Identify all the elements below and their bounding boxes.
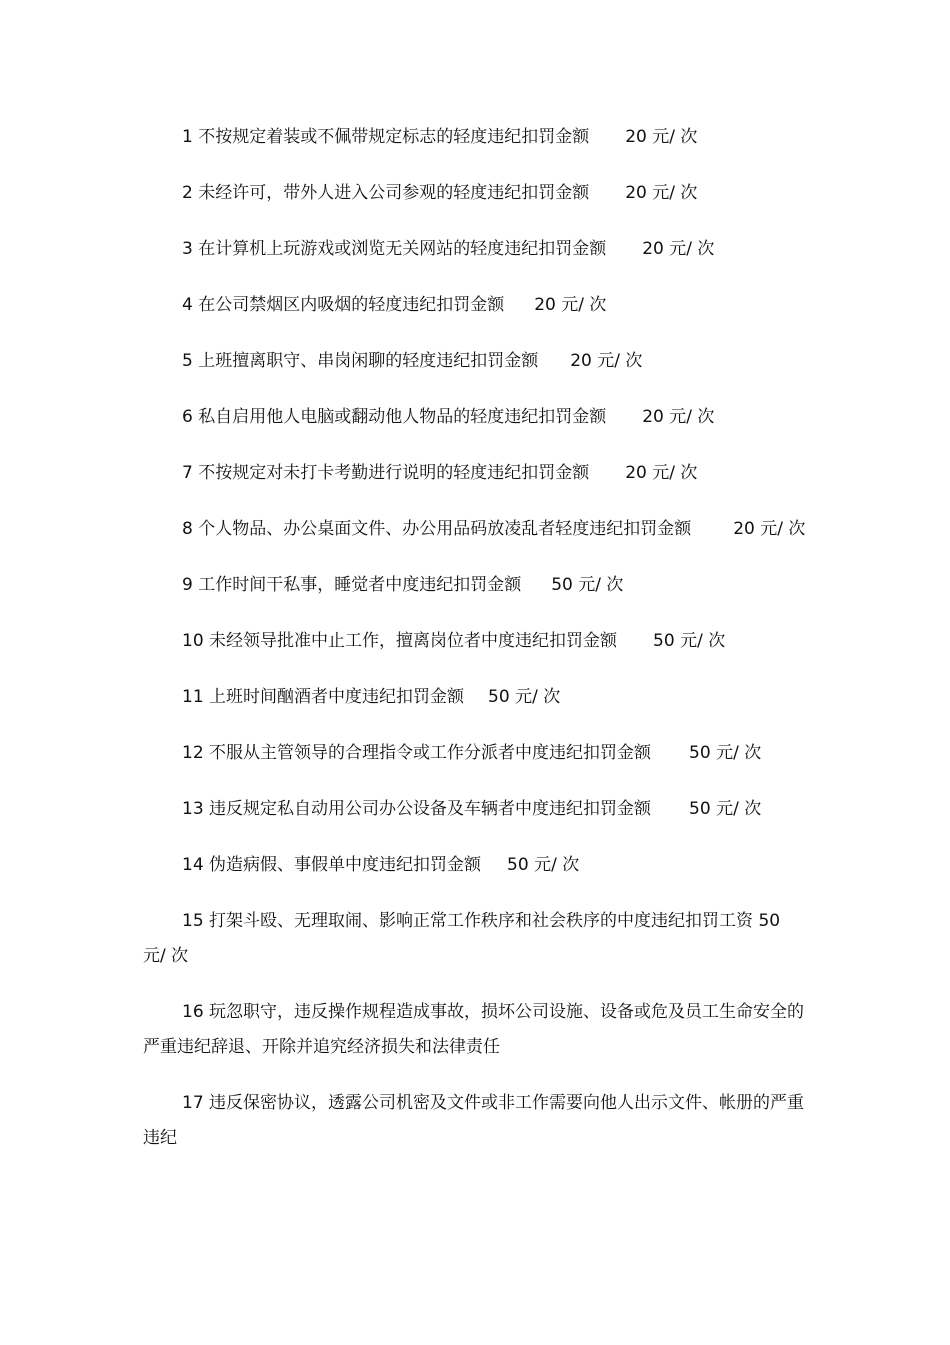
rule-item bbox=[143, 792, 808, 827]
rule-item bbox=[143, 680, 808, 715]
rule-item bbox=[143, 736, 808, 771]
rule-number: 11 bbox=[182, 687, 204, 707]
rule-text: 违反规定私自动用公司办公设备及车辆者中度违纪扣罚金额 bbox=[209, 799, 652, 819]
rule-item bbox=[143, 568, 808, 603]
rule-number: 3 bbox=[182, 239, 193, 259]
rule-text: 未经领导批准中止工作，擅离岗位者中度违纪扣罚金额 bbox=[209, 631, 618, 651]
rule-amount: 20 元/ 次 bbox=[733, 519, 806, 539]
rule-number: 16 bbox=[182, 1002, 204, 1022]
rule-text: 打架斗殴、无理取闹、影响正常工作秩序和社会秩序的中度违纪扣罚工资 bbox=[209, 911, 754, 931]
rule-text: 私自启用他人电脑或翻动他人物品的轻度违纪扣罚金额 bbox=[198, 407, 607, 427]
rule-item bbox=[143, 344, 808, 379]
rule-number: 6 bbox=[182, 407, 193, 427]
rule-amount: 20 元/ 次 bbox=[534, 295, 607, 315]
rule-amount: 20 元/ 次 bbox=[642, 407, 715, 427]
rule-item bbox=[143, 624, 808, 659]
rule-number: 15 bbox=[182, 911, 204, 931]
rule-amount: 50 元/ 次 bbox=[507, 855, 580, 875]
rule-text: 不按规定着装或不佩带规定标志的轻度违纪扣罚金额 bbox=[198, 127, 590, 147]
rule-text: 上班擅离职守、串岗闲聊的轻度违纪扣罚金额 bbox=[198, 351, 539, 371]
rule-number: 1 bbox=[182, 127, 193, 147]
rule-text: 个人物品、办公桌面文件、办公用品码放凌乱者轻度违纪扣罚金额 bbox=[198, 519, 692, 539]
rule-amount: 50 元/ 次 bbox=[689, 799, 762, 819]
rule-number: 9 bbox=[182, 575, 193, 595]
rule-text: 在公司禁烟区内吸烟的轻度违纪扣罚金额 bbox=[198, 295, 505, 315]
rule-text: 伪造病假、事假单中度违纪扣罚金额 bbox=[209, 855, 482, 875]
rule-number: 5 bbox=[182, 351, 193, 371]
rule-text: 工作时间干私事，睡觉者中度违纪扣罚金额 bbox=[198, 575, 522, 595]
rule-item bbox=[143, 176, 808, 211]
rule-number: 12 bbox=[182, 743, 204, 763]
rule-item bbox=[143, 456, 808, 491]
rule-number: 7 bbox=[182, 463, 193, 483]
rule-item bbox=[143, 400, 808, 435]
rule-item bbox=[143, 848, 808, 883]
rule-text: 在计算机上玩游戏或浏览无关网站的轻度违纪扣罚金额 bbox=[198, 239, 607, 259]
rule-amount: 50 元/ 次 bbox=[689, 743, 762, 763]
rule-item bbox=[143, 512, 808, 547]
rule-amount: 50 元/ 次 bbox=[488, 687, 561, 707]
rule-text: 上班时间酗酒者中度违纪扣罚金额 bbox=[209, 687, 465, 707]
rule-text: 玩忽职守，违反操作规程造成事故，损坏公司设施、设备或危及员工生命安全的严重违纪辞退、开除并追究经济损失和法律责任 bbox=[143, 1002, 805, 1057]
rule-item bbox=[143, 120, 808, 155]
rules-list bbox=[143, 120, 808, 1177]
rule-amount: 50 元/ 次 bbox=[551, 575, 624, 595]
rule-amount: 20 元/ 次 bbox=[625, 127, 698, 147]
rule-number: 4 bbox=[182, 295, 193, 315]
rule-text: 违反保密协议，透露公司机密及文件或非工作需要向他人出示文件、帐册的严重违纪 bbox=[143, 1093, 805, 1148]
rule-amount: 50 元/ 次 bbox=[143, 911, 781, 966]
rule-item bbox=[143, 995, 808, 1065]
rule-item bbox=[143, 904, 808, 974]
rule-amount: 20 元/ 次 bbox=[642, 239, 715, 259]
rule-number: 13 bbox=[182, 799, 204, 819]
rule-number: 8 bbox=[182, 519, 193, 539]
rule-text: 未经许可，带外人进入公司参观的轻度违纪扣罚金额 bbox=[198, 183, 590, 203]
rule-amount: 20 元/ 次 bbox=[625, 183, 698, 203]
rule-amount: 20 元/ 次 bbox=[625, 463, 698, 483]
rule-amount: 50 元/ 次 bbox=[653, 631, 726, 651]
rule-text: 不按规定对未打卡考勤进行说明的轻度违纪扣罚金额 bbox=[198, 463, 590, 483]
rule-text: 不服从主管领导的合理指令或工作分派者中度违纪扣罚金额 bbox=[209, 743, 652, 763]
rule-number: 10 bbox=[182, 631, 204, 651]
rule-item bbox=[143, 288, 808, 323]
rule-amount: 20 元/ 次 bbox=[570, 351, 643, 371]
rule-number: 14 bbox=[182, 855, 204, 875]
rule-number: 2 bbox=[182, 183, 193, 203]
rule-number: 17 bbox=[182, 1093, 204, 1113]
rule-item bbox=[143, 1086, 808, 1156]
rule-item bbox=[143, 232, 808, 267]
